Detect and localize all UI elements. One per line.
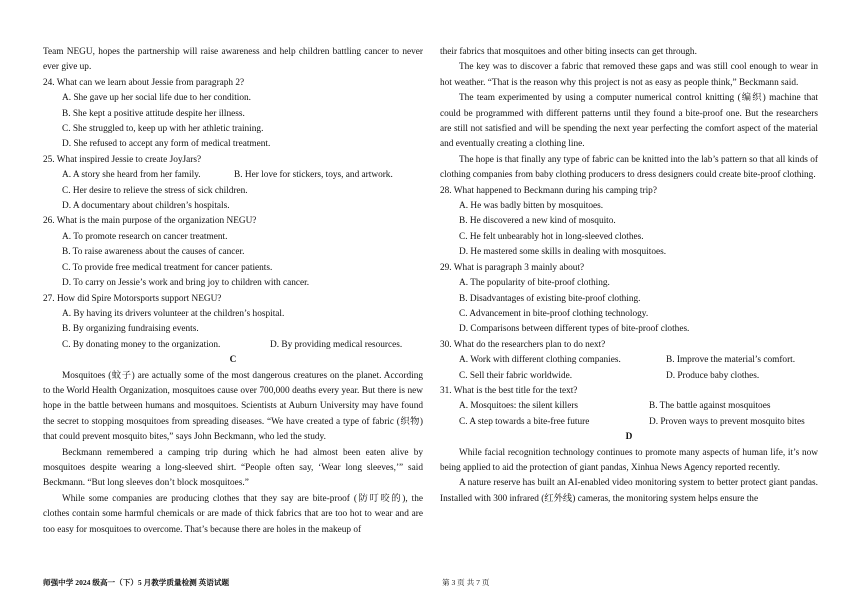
q30-option-b: B. Improve the material’s comfort. [666, 355, 796, 366]
passage-c-continuation: their fabrics that mosquitoes and other biting insects can get through. [440, 47, 697, 57]
left-column [43, 45, 423, 538]
passage-c-paragraph-2: Beckmann remembered a camping trip during which he had almost been eaten alive by mosquitoes despite wearing a long-sleeved shirt. “People often say, ‘Wear long sleeves,’” said Beckmann. “But long sleeves don’t block mosquitoes.” [43, 447, 423, 489]
question-25-stem: 25. What inspired Jessie to create JoyJars? [43, 154, 202, 165]
question-26-stem: 26. What is the main purpose of the organization NEGU? [43, 216, 257, 227]
q31-option-b: B. The battle against mosquitoes [649, 401, 771, 412]
q27-option-b: B. By organizing fundraising events. [62, 324, 199, 335]
intro-paragraph: Team NEGU, hopes the partnership will raise awareness and help children battling cancer to never ever give up. [43, 47, 423, 73]
q30-options-row-1 [440, 353, 818, 368]
question-29-stem: 29. What is paragraph 3 mainly about? [440, 262, 585, 273]
q30-option-c: C. Sell their fabric worldwide. [459, 370, 573, 381]
q24-option-d: D. She refused to accept any form of medical treatment. [62, 139, 271, 150]
q26-option-d: D. To carry on Jessie’s work and bring joy to children with cancer. [62, 278, 310, 289]
passage-d-paragraph-2: A nature reserve has built an AI-enabled video monitoring system to better protect giant pandas. Installed with 300 infrared (红外线) cameras, the monitoring system helps ensure the [440, 478, 818, 504]
q24-option-a: A. She gave up her social life due to her condition. [62, 93, 251, 104]
question-28-stem: 28. What happened to Beckmann during his camping trip? [440, 185, 657, 196]
right-column [440, 45, 818, 507]
footer-exam-title: 师强中学 2024 级高一（下）5 月教学质量检测 英语试题 [43, 578, 230, 587]
q24-option-b: B. She kept a positive attitude despite her illness. [62, 108, 245, 119]
q30-options-row-2 [440, 369, 818, 384]
q29-option-a: A. The popularity of bite-proof clothing. [459, 278, 610, 289]
q29-option-b: B. Disadvantages of existing bite-proof clothing. [459, 293, 641, 304]
q30-option-d: D. Produce baby clothes. [666, 370, 760, 381]
q26-option-c: C. To provide free medical treatment for cancer patients. [62, 262, 273, 273]
section-c-heading: C [229, 355, 237, 366]
q25-option-c: C. Her desire to relieve the stress of sick children. [62, 185, 248, 196]
q31-options-row-2 [440, 415, 818, 430]
q30-option-a: A. Work with different clothing companies. [459, 355, 621, 366]
page-footer [43, 575, 818, 591]
q26-option-a: A. To promote research on cancer treatment. [62, 231, 228, 242]
question-27-stem: 27. How did Spire Motorsports support NEGU? [43, 293, 222, 304]
q27-option-a: A. By having its drivers volunteer at the children’s hospital. [62, 308, 285, 319]
q28-option-b: B. He discovered a new kind of mosquito. [459, 216, 616, 227]
q27-option-c: C. By donating money to the organization. [62, 339, 221, 350]
passage-d-paragraph-1: While facial recognition technology continues to promote many aspects of human life, it’s now being applied to aid the protection of giant pandas, Xinhua News Agency reported recently. [440, 447, 818, 473]
q27-options-row-cd [43, 338, 423, 353]
q31-options-row-1 [440, 399, 818, 414]
q25-option-a: A. A story she heard from her family. [62, 170, 201, 181]
q31-option-d: D. Proven ways to prevent mosquito bites [649, 416, 805, 427]
section-d-heading: D [625, 432, 633, 443]
passage-c-paragraph-3: While some companies are producing clothes that they say are bite-proof (防叮咬的), the clothes contain some harmful chemicals or are made of thick fabrics that are too hot to wear and are too easy for mosquitoes to overcome. That’s because there are holes in the makeup of [43, 493, 423, 535]
q27-option-d: D. By providing medical resources. [270, 339, 403, 350]
passage-c-paragraph-1: Mosquitoes (蚊子) are actually some of the most dangerous creatures on the planet. According to the World Health Organization, mosquitoes cause over 700,000 deaths every year. But there is new hope in the battle between humans and mosquitoes. Scientists at Auburn University may have found the secret to stopping mosquitoes from spreading diseases. “We have created a type of fabric (织物) that could prevent mosquito bites,” says John Beckmann, who led the study. [43, 370, 423, 443]
q28-option-c: C. He felt unbearably hot in long-sleeved clothes. [459, 231, 644, 242]
q31-option-c: C. A step towards a bite-free future [459, 416, 590, 427]
passage-c-paragraph-4: The key was to discover a fabric that removed these gaps and was still cool enough to wear in hot weather. “That is the reason why this project is not as easy as people think,” Beckmann said. [440, 62, 818, 88]
q29-option-c: C. Advancement in bite-proof clothing technology. [459, 308, 649, 319]
q24-option-c: C. She struggled to, keep up with her athletic training. [62, 124, 264, 135]
passage-c-paragraph-6: The hope is that finally any type of fabric can be knitted into the lab’s pattern so that all kinds of clothing companies from baby clothing producers to dress designers could create bite-proof clothing. [440, 154, 818, 181]
q25-options-row-1 [43, 168, 423, 183]
question-24-stem: 24. What can we learn about Jessie from paragraph 2? [43, 77, 245, 88]
q28-option-d: D. He mastered some skills in dealing with mosquitoes. [459, 247, 667, 258]
question-30-stem: 30. What do the researchers plan to do next? [440, 339, 606, 350]
q29-option-d: D. Comparisons between different types of bite-proof clothes. [459, 324, 690, 335]
q25-option-b: B. Her love for stickers, toys, and artwork. [234, 170, 393, 181]
question-31-stem: 31. What is the best title for the text? [440, 385, 578, 396]
passage-c-paragraph-5: The team experimented by using a computer numerical control knitting (编织) machine that could be programmed with different patterns until they found a bite-proof one. But the researchers are still not satisfied and will be spending the next year perfecting the comfort aspect of the material and eventually creating a clothing line. [440, 93, 818, 150]
q28-option-a: A. He was badly bitten by mosquitoes. [459, 201, 604, 212]
q25-option-d: D. A documentary about children’s hospitals. [62, 201, 230, 212]
q31-option-a: A. Mosquitoes: the silent killers [459, 401, 579, 412]
q26-option-b: B. To raise awareness about the causes of cancer. [62, 247, 245, 258]
footer-page-number: 第 3 页 共 7 页 [442, 578, 490, 587]
